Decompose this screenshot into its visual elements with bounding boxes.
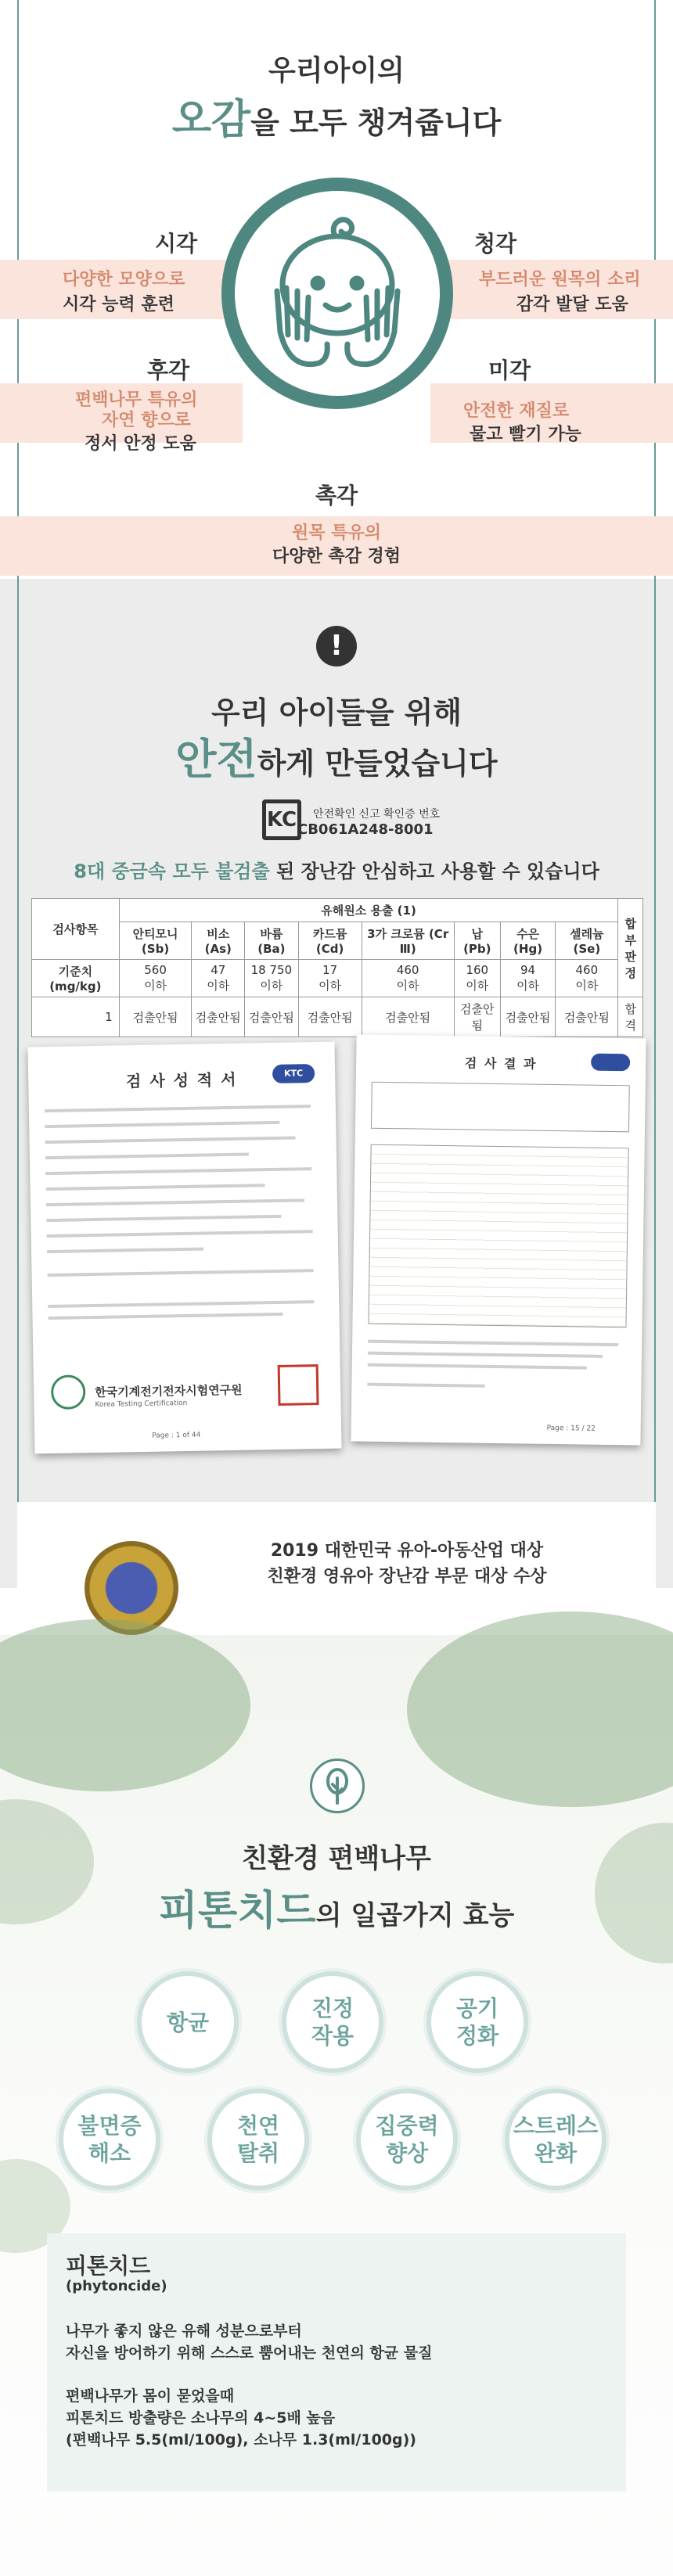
result-cell: 검출안됨 bbox=[119, 997, 192, 1037]
row-no: 1 bbox=[32, 997, 120, 1037]
col-header: 카드뮴 (Cd) bbox=[298, 922, 362, 960]
phyto-title-rest: 의 일곱가지 효능 bbox=[315, 1900, 515, 1931]
statement-highlight: 8대 중금속 모두 불검출 bbox=[74, 860, 270, 882]
standard-value: 560 이하 bbox=[119, 960, 192, 997]
sense-sight-desc1: 다양한 모양으로 bbox=[63, 270, 185, 289]
standard-value: 460 이하 bbox=[362, 960, 454, 997]
results-doc-page: Page : 15 / 22 bbox=[546, 1424, 596, 1433]
safety-statement bbox=[0, 856, 673, 883]
standard-value: 17 이하 bbox=[298, 960, 362, 997]
effect-circle: 스트레스 완화 bbox=[505, 2089, 606, 2190]
sense-hearing-desc2: 감각 발달 도움 bbox=[516, 295, 628, 314]
definition-text: 피톤치드 방출량은 소나무의 4~5배 높음 bbox=[66, 2409, 336, 2427]
sense-hearing-desc1: 부드러운 원목의 소리 bbox=[479, 270, 641, 289]
definition-text: 나무가 좋지 않은 유해 성분으로부터 bbox=[66, 2323, 302, 2340]
definition-text: (편백나무 5.5(ml/100g), 소나무 1.3(ml/100g)) bbox=[66, 2431, 416, 2448]
certificate-page: Page : 1 of 44 bbox=[152, 1431, 201, 1440]
effect-circle: 집중력 향상 bbox=[356, 2089, 458, 2190]
baby-face-icon bbox=[235, 191, 440, 396]
col-header: 셀레늄 (Se) bbox=[556, 922, 618, 960]
sense-smell-head: 후각 bbox=[146, 357, 190, 383]
sense-taste-desc1: 안전한 재질로 bbox=[463, 401, 570, 421]
ktc-badge: KTC bbox=[272, 1064, 315, 1083]
col-header: 납 (Pb) bbox=[454, 922, 500, 960]
results-table bbox=[31, 898, 643, 1037]
kc-label: 안전확인 신고 확인증 번호 bbox=[313, 808, 441, 821]
statement-rest: 된 장난감 안심하고 사용할 수 있습니다 bbox=[269, 860, 599, 882]
safety-title-highlight: 안전 bbox=[175, 735, 257, 784]
phyto-title-line1: 친환경 편백나무 bbox=[242, 1843, 431, 1874]
sense-smell-desc2: 정서 안정 도움 bbox=[85, 434, 196, 454]
results-document bbox=[351, 1034, 646, 1445]
effect-circle: 공기 정화 bbox=[426, 1971, 528, 2073]
result-cell: 검출안됨 bbox=[556, 997, 618, 1037]
safety-title-line1: 우리 아이들을 위해 bbox=[211, 695, 462, 730]
header-item: 검사항목 bbox=[32, 899, 120, 960]
results-doc-title: 검 사 결 과 bbox=[464, 1055, 538, 1072]
certificate-document bbox=[27, 1042, 341, 1454]
effect-circle: 진정 작용 bbox=[282, 1971, 383, 2073]
col-header: 바륨 (Ba) bbox=[245, 922, 299, 960]
effect-circle: 천연 탈취 bbox=[207, 2089, 309, 2190]
phyto-title-highlight: 피톤치드 bbox=[158, 1888, 316, 1935]
award-line1: 2019 대한민국 유아-아동산업 대상 bbox=[270, 1541, 544, 1561]
sense-taste-desc2: 물고 빨기 가능 bbox=[470, 425, 581, 444]
senses-title-rest: 을 모두 챙겨줍니다 bbox=[250, 106, 502, 140]
safety-title-line2 bbox=[0, 726, 673, 786]
result-cell: 검출안됨 bbox=[298, 997, 362, 1037]
sense-taste-head: 미각 bbox=[488, 357, 531, 383]
col-header: 안티모니 (Sb) bbox=[119, 922, 192, 960]
standard-value: 94 이하 bbox=[500, 960, 555, 997]
standard-label: 기준치 (mg/kg) bbox=[32, 960, 120, 997]
seal-stamp-icon bbox=[278, 1364, 319, 1406]
sense-smell-desc1b: 자연 향으로 bbox=[102, 411, 191, 430]
header-judge: 합부 판정 bbox=[618, 899, 643, 997]
result-judge: 합격 bbox=[618, 997, 643, 1037]
col-header: 3가 크로뮴 (Cr Ⅲ) bbox=[362, 922, 454, 960]
senses-title-line2 bbox=[0, 86, 673, 145]
sense-touch-desc1: 원목 특유의 bbox=[292, 523, 381, 543]
col-header: 수은 (Hg) bbox=[500, 922, 555, 960]
result-cell: 검출안됨 bbox=[245, 997, 299, 1037]
baby-circle bbox=[235, 191, 440, 396]
result-cell: 검출안됨 bbox=[500, 997, 555, 1037]
standard-value: 460 이하 bbox=[556, 960, 618, 997]
effect-circle: 불면증 해소 bbox=[59, 2089, 160, 2190]
award-line2: 친환경 영유아 장난감 부문 대상 수상 bbox=[267, 1567, 547, 1586]
sense-touch-desc2: 다양한 촉감 경험 bbox=[272, 547, 401, 566]
sense-touch-head: 촉각 bbox=[315, 483, 358, 508]
senses-title-highlight: 오감 bbox=[171, 96, 251, 143]
results-doc-grid bbox=[368, 1144, 628, 1328]
standard-value: 160 이하 bbox=[454, 960, 500, 997]
exclamation-icon: ! bbox=[316, 626, 357, 666]
result-cell: 검출안됨 bbox=[362, 997, 454, 1037]
definition-title: 피톤치드 bbox=[66, 2253, 151, 2279]
certificate-org-en: Korea Testing Certification bbox=[95, 1399, 188, 1410]
ktc-seal-icon bbox=[51, 1374, 86, 1410]
effect-circle: 항균 bbox=[137, 1971, 239, 2073]
results-doc-header-table bbox=[371, 1082, 630, 1133]
safety-title-rest: 하게 만들었습니다 bbox=[257, 746, 498, 781]
standard-value: 18 750 이하 bbox=[245, 960, 299, 997]
senses-title-line1: 우리아이의 bbox=[268, 55, 405, 87]
sense-sight-desc2: 시각 능력 훈련 bbox=[63, 295, 175, 314]
certificate-title: 검 사 성 적 서 bbox=[125, 1069, 238, 1091]
result-cell: 검출안됨 bbox=[454, 997, 500, 1037]
tree-icon bbox=[310, 1759, 365, 1813]
phyto-title-line2 bbox=[0, 1877, 673, 1936]
definition-text: 자신을 방어하기 위해 스스로 뿜어내는 천연의 항균 물질 bbox=[66, 2344, 433, 2362]
sense-sight-head: 시각 bbox=[154, 231, 198, 257]
definition-text: 편백나무가 몸이 묻었을때 bbox=[66, 2387, 235, 2405]
ktc-badge-small-icon bbox=[591, 1054, 630, 1072]
definition-subtitle: (phytoncide) bbox=[66, 2278, 167, 2294]
kc-number: CB061A248-8001 bbox=[297, 821, 434, 838]
col-header: 비소 (As) bbox=[192, 922, 245, 960]
group-header: 유해원소 용출 (1) bbox=[119, 899, 618, 922]
result-cell: 검출안됨 bbox=[192, 997, 245, 1037]
kc-mark-icon: KC bbox=[262, 799, 301, 840]
sense-hearing-head: 청각 bbox=[473, 231, 517, 257]
standard-value: 47 이하 bbox=[192, 960, 245, 997]
sense-smell-desc1: 편백나무 특유의 bbox=[75, 390, 198, 410]
certificate-org: 한국기계전기전자시험연구원 bbox=[95, 1382, 243, 1400]
